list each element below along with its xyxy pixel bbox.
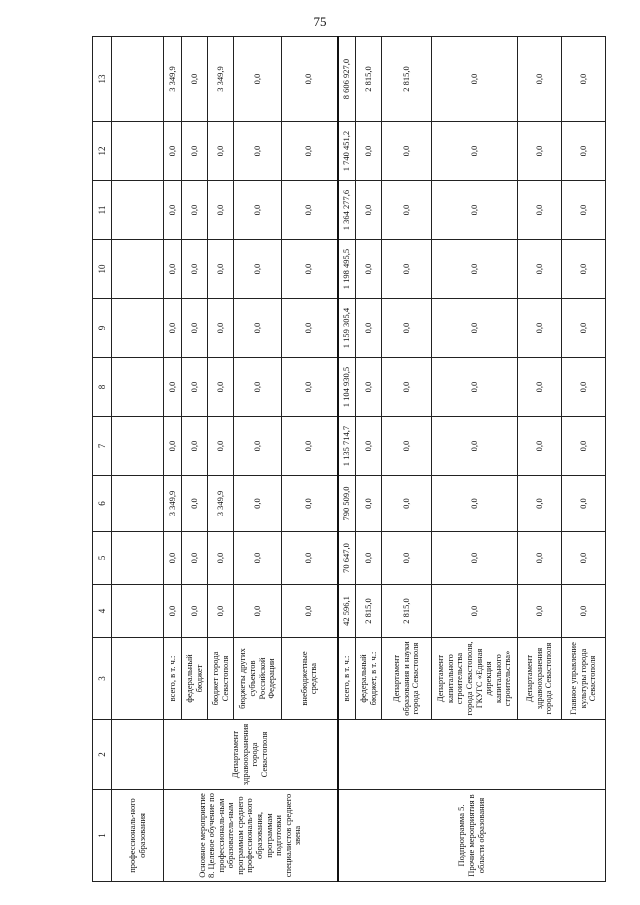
value-cell: 0,0 [234,585,282,638]
value-cell: 0,0 [382,417,432,476]
value-cell: 0,0 [182,417,208,476]
value-cell: 1 740 451,2 [338,122,356,181]
value-cell: 0,0 [234,122,282,181]
value-cell: 3 349,9 [208,37,234,122]
value-cell: 42 596,1 [338,585,356,638]
column-number: 11 [93,181,112,240]
value-cell: 0,0 [356,240,382,299]
value-cell: 0,0 [382,299,432,358]
column-number: 9 [93,299,112,358]
table-cell [112,720,164,790]
value-cell: 0,0 [562,358,606,417]
value-cell: 0,0 [562,37,606,122]
value-cell: 0,0 [356,532,382,585]
value-cell: 0,0 [208,299,234,358]
value-cell: 0,0 [432,532,518,585]
column-number: 8 [93,358,112,417]
value-cell: 0,0 [518,417,562,476]
table-cell [112,358,164,417]
value-cell: 0,0 [208,532,234,585]
value-cell: 0,0 [432,181,518,240]
value-cell: 0,0 [432,240,518,299]
column-number: 10 [93,240,112,299]
value-cell: 2 815,0 [382,37,432,122]
table-row [164,37,182,882]
value-cell: 0,0 [356,122,382,181]
value-cell: 0,0 [234,358,282,417]
budget-table [92,36,606,882]
value-cell: 0,0 [234,240,282,299]
value-cell: 0,0 [164,181,182,240]
value-cell: 0,0 [208,358,234,417]
value-cell: 0,0 [356,476,382,532]
value-cell: 0,0 [182,358,208,417]
value-cell: 0,0 [234,37,282,122]
table-cell [112,585,164,638]
value-cell: 0,0 [562,532,606,585]
value-cell: 0,0 [282,476,338,532]
value-cell: 0,0 [164,585,182,638]
value-cell: 0,0 [164,532,182,585]
responsible-executor: Департамент здравоохранения города Севастополя [164,720,338,790]
value-cell: 0,0 [356,181,382,240]
subprogram-name: Подпрограмма 5. Прочие мероприятия в области образования [338,790,606,882]
value-cell: 0,0 [382,122,432,181]
value-cell: 0,0 [518,299,562,358]
value-cell: 0,0 [562,299,606,358]
table-cell [112,37,164,122]
table-cell [112,638,164,720]
column-number: 5 [93,532,112,585]
value-cell: 0,0 [382,181,432,240]
column-number: 2 [93,720,112,790]
value-cell: 0,0 [234,181,282,240]
value-cell: 1 198 495,5 [338,240,356,299]
value-cell: 0,0 [432,37,518,122]
value-cell: 0,0 [182,122,208,181]
funding-source-label: федеральный бюджет, в т. ч.: [356,638,382,720]
value-cell: 0,0 [182,240,208,299]
value-cell: 1 104 930,5 [338,358,356,417]
value-cell: 0,0 [562,476,606,532]
value-cell: 0,0 [518,181,562,240]
table-cell [112,476,164,532]
value-cell: 0,0 [164,417,182,476]
value-cell: 0,0 [182,299,208,358]
column-number: 3 [93,638,112,720]
funding-source-label: бюджет города Севастополя [208,638,234,720]
value-cell: 2 815,0 [382,585,432,638]
value-cell: 0,0 [234,532,282,585]
value-cell: 0,0 [234,476,282,532]
continued-program-label: профессиональ-ного образования [112,790,164,882]
value-cell: 0,0 [562,240,606,299]
value-cell: 0,0 [182,181,208,240]
funding-source-label: Главное управление культуры города Севастополя [562,638,606,720]
value-cell: 0,0 [518,240,562,299]
value-cell: 0,0 [208,181,234,240]
value-cell: 0,0 [282,358,338,417]
value-cell: 0,0 [432,122,518,181]
value-cell: 0,0 [182,37,208,122]
funding-source-label: Департамент образования и науки города Севастополя [382,638,432,720]
value-cell: 0,0 [518,532,562,585]
funding-source-label: бюджеты других субъектов Российской Федерации [234,638,282,720]
value-cell: 0,0 [562,585,606,638]
value-cell: 0,0 [518,476,562,532]
value-cell: 0,0 [208,122,234,181]
value-cell: 0,0 [282,240,338,299]
table-cell [112,417,164,476]
value-cell: 0,0 [234,299,282,358]
column-number: 6 [93,476,112,532]
column-number-row [93,37,112,882]
value-cell: 0,0 [356,417,382,476]
value-cell: 70 647,0 [338,532,356,585]
value-cell: 2 815,0 [356,585,382,638]
value-cell: 0,0 [518,37,562,122]
funding-source-label: Департамент здравоохранения города Севастополя [518,638,562,720]
value-cell: 0,0 [432,299,518,358]
column-number: 4 [93,585,112,638]
funding-source-label: федеральный бюджет [182,638,208,720]
column-number: 1 [93,790,112,882]
value-cell: 0,0 [164,358,182,417]
column-number: 7 [93,417,112,476]
table-cell [112,299,164,358]
value-cell: 0,0 [282,299,338,358]
value-cell: 0,0 [282,122,338,181]
value-cell: 0,0 [208,417,234,476]
value-cell: 1 135 714,7 [338,417,356,476]
page-number: 75 [313,14,327,29]
value-cell: 0,0 [208,585,234,638]
value-cell: 0,0 [182,585,208,638]
value-cell: 0,0 [382,240,432,299]
table-cell [112,122,164,181]
table-cell [112,532,164,585]
value-cell: 8 606 927,0 [338,37,356,122]
value-cell: 0,0 [182,476,208,532]
activity-name: Основное мероприятие 8. Целевое обучение по профессиональ-ным образователь-ным программам среднего профессиональ-ного образования, программам подготовки специалистов среднего звена [164,790,338,882]
value-cell: 0,0 [182,532,208,585]
value-cell: 0,0 [432,358,518,417]
value-cell: 0,0 [518,122,562,181]
funding-source-label: Департамент капитального строительства города Севастополя, ГКУГС «Единая дирекция капитального строительства» [432,638,518,720]
value-cell: 0,0 [518,585,562,638]
value-cell: 0,0 [382,358,432,417]
value-cell: 0,0 [432,585,518,638]
value-cell: 790 509,0 [338,476,356,532]
continuation-row [112,37,164,882]
value-cell: 0,0 [382,476,432,532]
value-cell: 1 364 277,6 [338,181,356,240]
table-cell [112,240,164,299]
value-cell: 3 349,9 [164,476,182,532]
value-cell: 3 349,9 [208,476,234,532]
value-cell: 0,0 [562,417,606,476]
value-cell: 3 349,9 [164,37,182,122]
table-row [338,37,356,882]
value-cell: 0,0 [356,358,382,417]
column-number: 12 [93,122,112,181]
value-cell: 1 159 305,4 [338,299,356,358]
value-cell: 0,0 [282,585,338,638]
column-number: 13 [93,37,112,122]
value-cell: 0,0 [562,181,606,240]
value-cell: 0,0 [282,181,338,240]
funding-source-label: внебюджетные средства [282,638,338,720]
table-cell [112,181,164,240]
table-cell [338,720,606,790]
value-cell: 0,0 [164,122,182,181]
value-cell: 0,0 [432,476,518,532]
value-cell: 0,0 [208,240,234,299]
value-cell: 0,0 [164,240,182,299]
value-cell: 0,0 [356,299,382,358]
value-cell: 0,0 [282,37,338,122]
funding-source-label: всего, в т. ч.: [164,638,182,720]
value-cell: 0,0 [164,299,182,358]
funding-source-label: всего, в т. ч.: [338,638,356,720]
value-cell: 0,0 [432,417,518,476]
rotated-table-container [92,37,598,882]
value-cell: 0,0 [234,417,282,476]
value-cell: 0,0 [282,532,338,585]
value-cell: 0,0 [382,532,432,585]
value-cell: 0,0 [562,122,606,181]
value-cell: 0,0 [518,358,562,417]
value-cell: 0,0 [282,417,338,476]
value-cell: 2 815,0 [356,37,382,122]
